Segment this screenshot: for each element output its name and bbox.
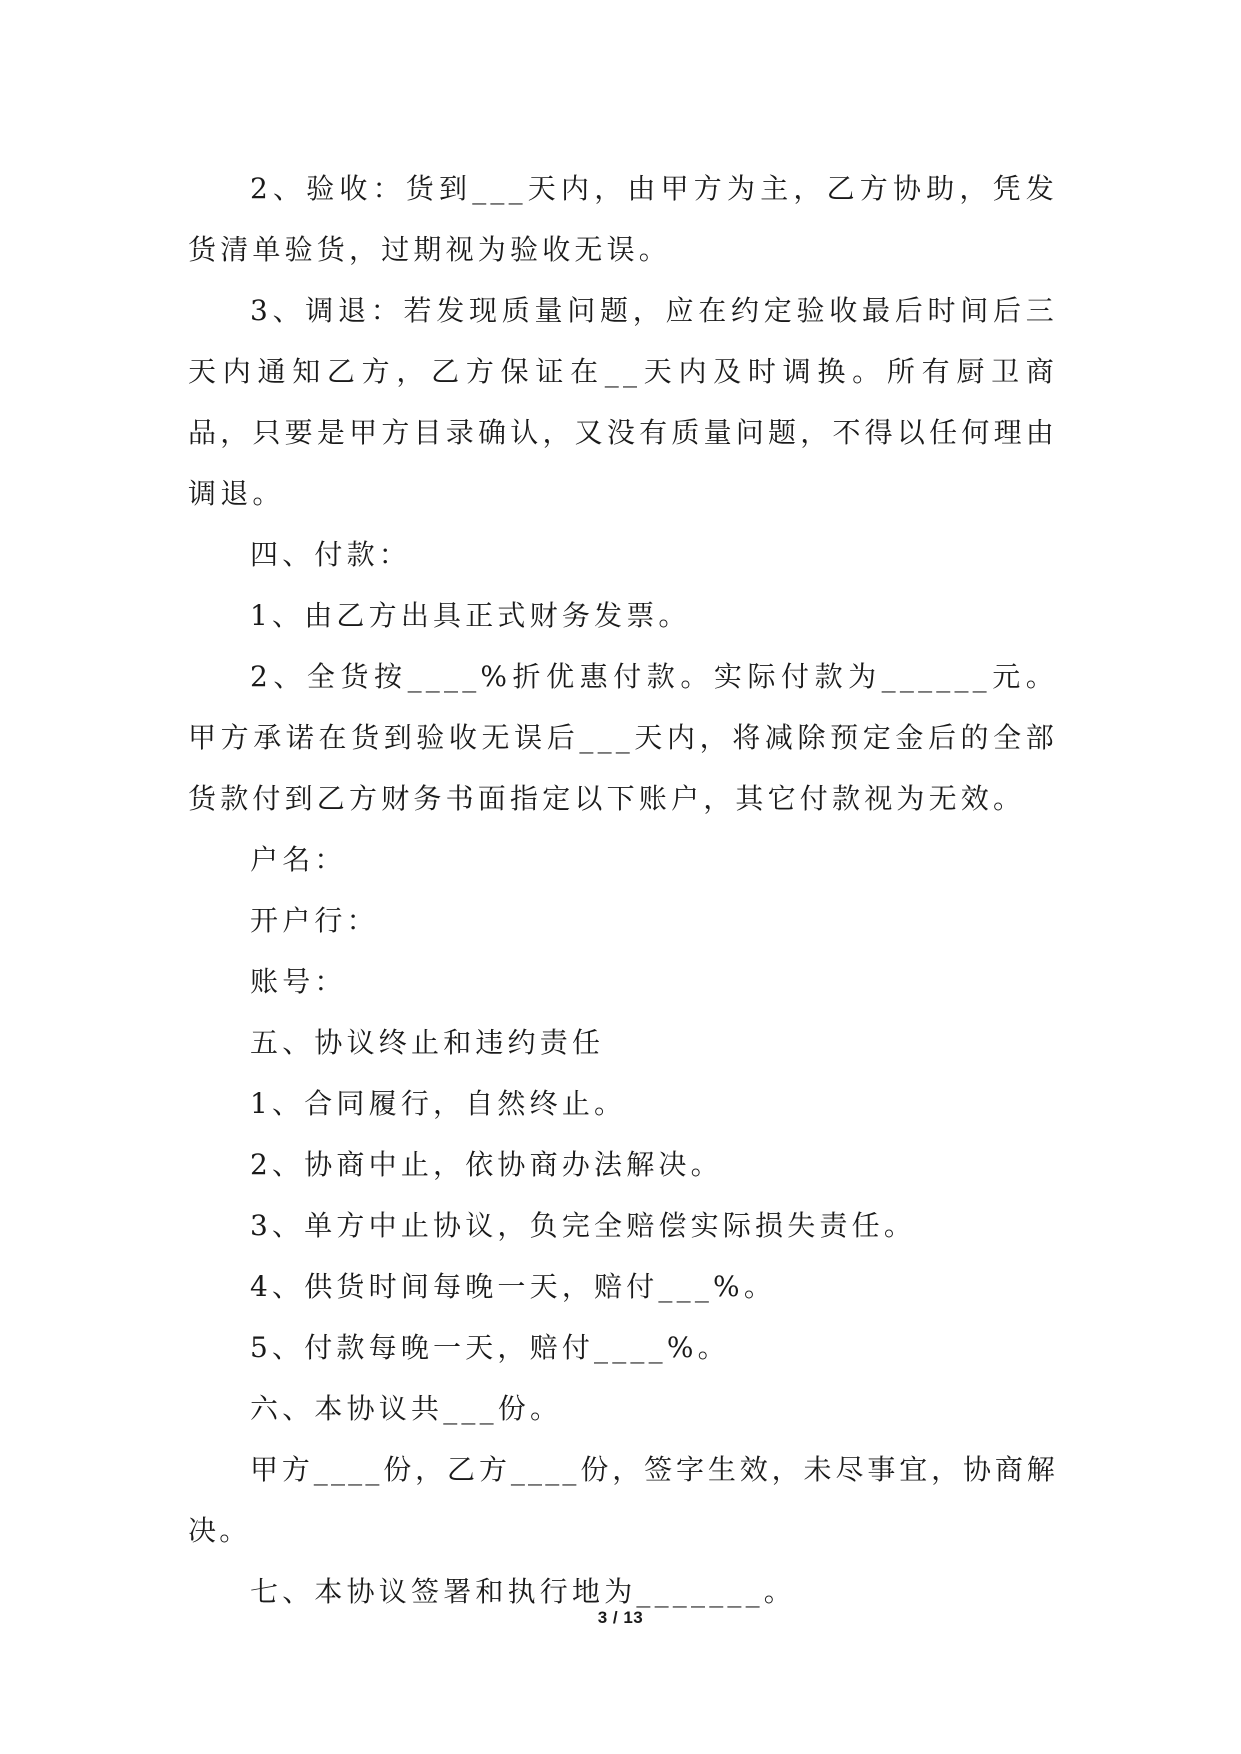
clause-termination-5: 5、付款每晚一天，赔付____%。 [250,1331,730,1364]
clause-acceptance: 2、验收：货到___天内，由甲方为主，乙方协助，凭发货清单验货，过期视为验收无误。 [188,172,1058,266]
clause-termination-3: 3、单方中止协议，负完全赔偿实际损失责任。 [250,1209,917,1242]
clause-termination-1: 1、合同履行，自然终止。 [250,1087,627,1120]
clause-invoice: 1、由乙方出具正式财务发票。 [250,599,691,632]
section-termination-heading: 五、协议终止和违约责任 [250,1026,605,1059]
section-copies-heading: 六、本协议共___份。 [250,1392,563,1425]
document-body [188,158,1058,1622]
clause-payment-terms: 2、全货按____%折优惠付款。实际付款为______元。甲方承诺在货到验收无误后___天内，将减除预定金后的全部货款付到乙方财务书面指定以下账户，其它付款视为无效。 [188,660,1058,815]
section-payment-heading: 四、付款： [250,538,412,571]
bank-field: 开户行： [250,904,379,937]
section-location: 七、本协议签署和执行地为_______。 [250,1575,797,1608]
page-number: 3 / 13 [597,1608,644,1627]
clause-termination-2: 2、协商中止，依协商办法解决。 [250,1148,723,1181]
account-number-field: 账号： [250,965,347,998]
clause-termination-4: 4、供货时间每晚一天，赔付___%。 [250,1270,777,1303]
clause-copies: 甲方____份，乙方____份，签字生效，未尽事宜，协商解决。 [188,1453,1058,1547]
clause-returns: 3、调退：若发现质量问题，应在约定验收最后时间后三天内通知乙方，乙方保证在__天内及时调换。所有厨卫商品，只要是甲方目录确认，又没有质量问题，不得以任何理由调退。 [188,294,1058,510]
account-name-field: 户名： [250,843,347,876]
